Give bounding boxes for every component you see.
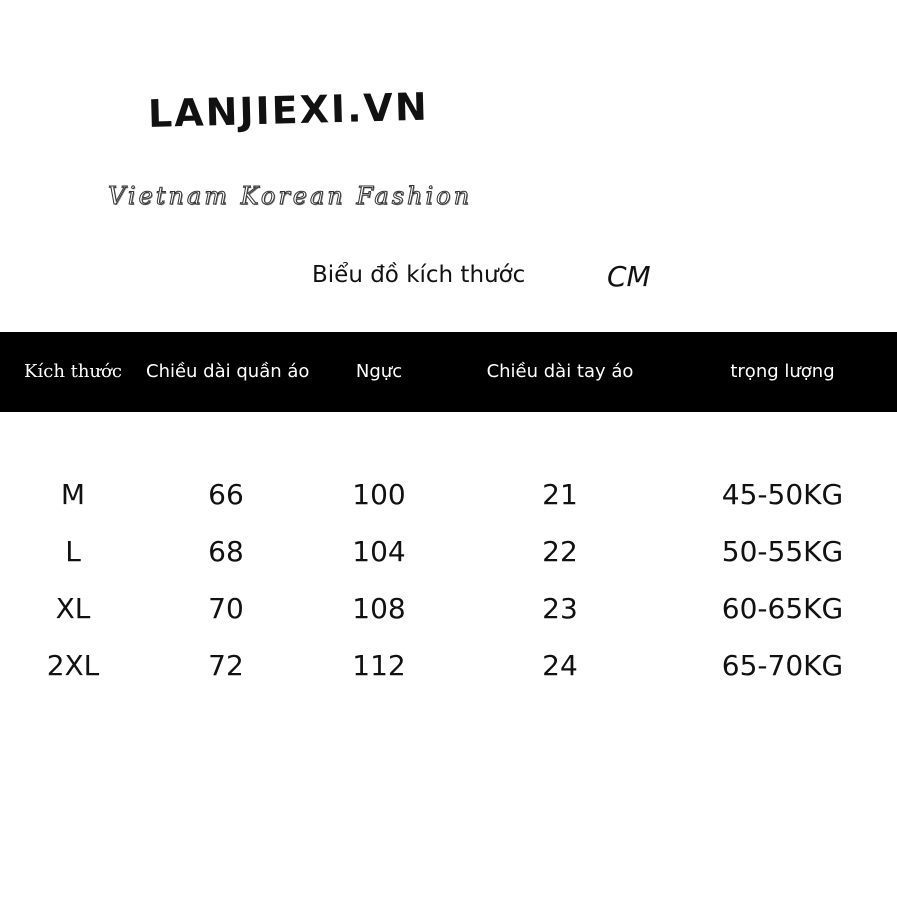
cell-chest: 112 [352, 649, 406, 682]
cell-chest: 100 [352, 478, 406, 511]
cell-size: 2XL [46, 649, 100, 682]
size-chart-title: Biểu đồ kích thước [312, 262, 526, 288]
cell-length: 70 [208, 592, 244, 625]
cell-size: M [60, 478, 86, 511]
cell-sleeve-length: 22 [542, 535, 578, 568]
cell-size: XL [55, 592, 91, 625]
cell-sleeve-length: 24 [542, 649, 578, 682]
cell-sleeve-length: 23 [542, 592, 578, 625]
header-chest: Ngực [355, 361, 403, 382]
table-row [0, 580, 897, 637]
header-weight: trọng lượng [730, 361, 835, 382]
brand-tagline: Vietnam Korean Fashion [108, 182, 473, 210]
cell-sleeve-length: 21 [542, 478, 578, 511]
cell-length: 66 [208, 478, 244, 511]
header-size: Kích thước [24, 361, 122, 382]
table-row [0, 637, 897, 694]
cell-weight: 50-55KG [721, 535, 844, 568]
table-row [0, 466, 897, 523]
table-header [0, 332, 897, 412]
cell-chest: 108 [352, 592, 406, 625]
table-row [0, 523, 897, 580]
size-table-body [0, 466, 897, 694]
header-length: Chiều dài quần áo [146, 361, 310, 382]
cell-chest: 104 [352, 535, 406, 568]
cell-weight: 65-70KG [721, 649, 844, 682]
header-sleeve-length: Chiều dài tay áo [486, 361, 634, 382]
cell-weight: 45-50KG [721, 478, 844, 511]
unit-label: CM [607, 260, 651, 293]
cell-length: 68 [208, 535, 244, 568]
cell-weight: 60-65KG [721, 592, 844, 625]
cell-length: 72 [208, 649, 244, 682]
brand-logo: LANJIEXI.VN [147, 84, 430, 136]
cell-size: L [65, 535, 81, 568]
